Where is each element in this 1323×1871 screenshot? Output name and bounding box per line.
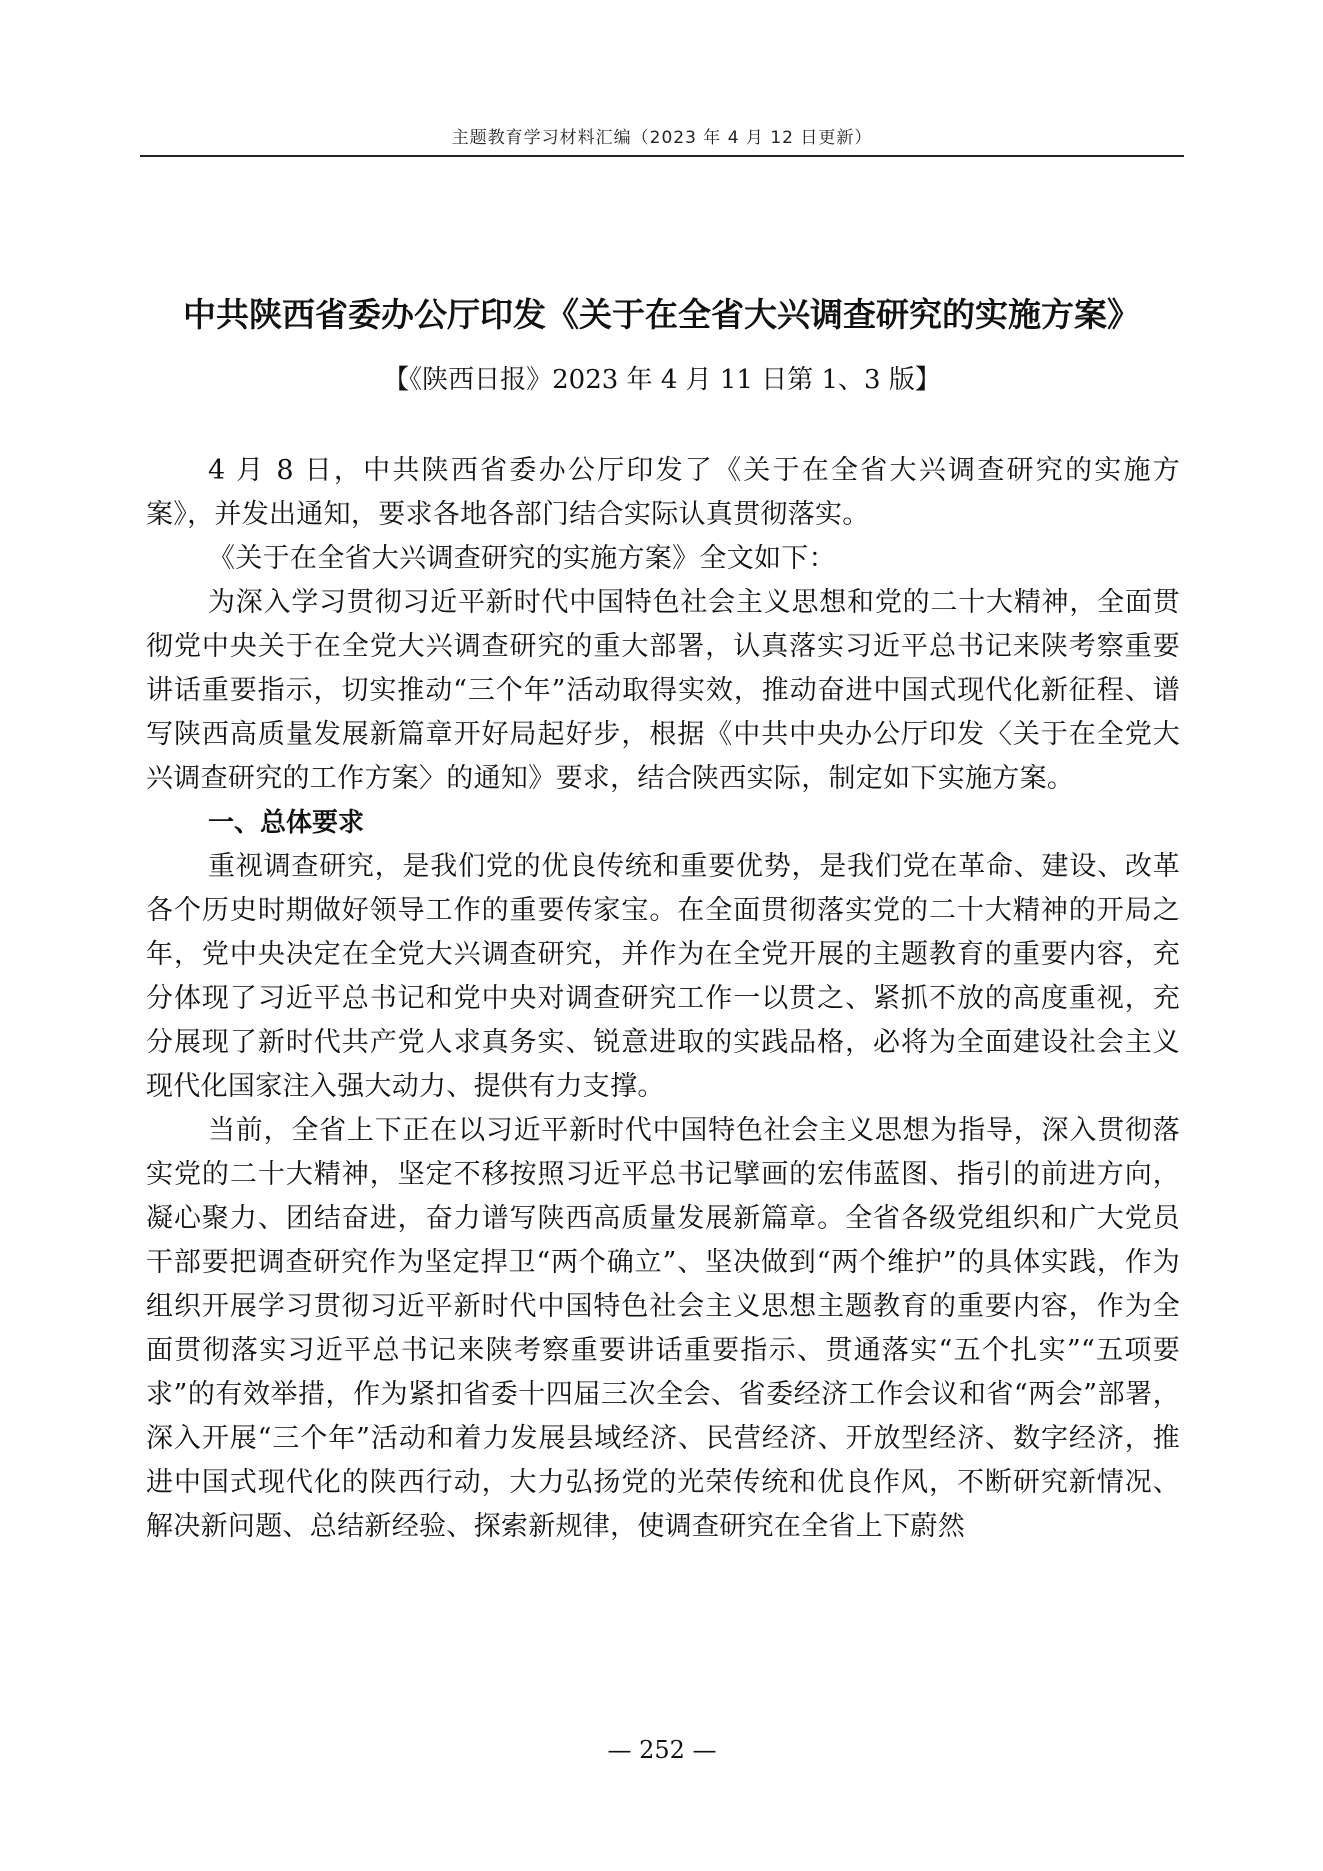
article-body — [146, 449, 1180, 1549]
section-paragraph: 重视调查研究，是我们党的优良传统和重要优势，是我们党在革命、建设、改革各个历史时期做好领导工作的重要传家宝。在全面贯彻落实党的二十大精神的开局之年，党中央决定在全党大兴调查研究，并作为在全党开展的主题教育的重要内容，充分体现了习近平总书记和党中央对调查研究工作一以贯之、紧抓不放的高度重视，充分展现了新时代共产党人求真务实、锐意进取的实践品格，必将为全面建设社会主义现代化国家注入强大动力、提供有力支撑。 — [146, 851, 1180, 1102]
section-paragraph: 当前，全省上下正在以习近平新时代中国特色社会主义思想为指导，深入贯彻落实党的二十大精神，坚定不移按照习近平总书记擘画的宏伟蓝图、指引的前进方向，凝心聚力、团结奋进，奋力谱写陕西高质量发展新篇章。全省各级党组织和广大党员干部要把调查研究作为坚定捍卫“两个确立”、坚决做到“两个维护”的具体实践，作为组织开展学习贯彻习近平新时代中国特色社会主义思想主题教育的重要内容，作为全面贯彻落实习近平总书记来陕考察重要讲话重要指示、贯通落实“五个扎实”“五项要求”的有效举措，作为紧扣省委十四届三次全会、省委经济工作会议和省“两会”部署，深入开展“三个年”活动和着力发展县域经济、民营经济、开放型经济、数字经济，推进中国式现代化的陕西行动，大力弘扬党的光荣传统和优良作风，不断研究新情况、解决新问题、总结新经验、探索新规律，使调查研究在全省上下蔚然 — [146, 1115, 1180, 1542]
article-source: 【《陕西日报》2023 年 4 月 11 日第 1、3 版】 — [383, 365, 941, 395]
running-header: 主题教育学习材料汇编（2023 年 4 月 12 日更新） — [451, 128, 873, 148]
section-heading: 一、总体要求 — [208, 808, 365, 838]
full-text-intro: 《关于在全省大兴调查研究的实施方案》全文如下： — [208, 543, 836, 574]
article-title: 中共陕西省委办公厅印发《关于在全省大兴调查研究的实施方案》 — [183, 295, 1140, 334]
purpose-paragraph: 为深入学习贯彻习近平新时代中国特色社会主义思想和党的二十大精神，全面贯彻党中央关于在全党大兴调查研究的重大部署，认真落实习近平总书记来陕考察重要讲话重要指示，切实推动“三个年”活动取得实效，推动奋进中国式现代化新征程、谱写陕西高质量发展新篇章开好局起好步，根据《中共中央办公厅印发〈关于在全党大兴调查研究的工作方案〉的通知》要求，结合陕西实际，制定如下实施方案。 — [146, 587, 1180, 794]
header-rule — [140, 155, 1184, 157]
intro-paragraph: 4 月 8 日，中共陕西省委办公厅印发了《关于在全省大兴调查研究的实施方案》，并发出通知，要求各地各部门结合实际认真贯彻落实。 — [146, 455, 1180, 530]
page-number: — 252 — — [607, 1736, 717, 1764]
